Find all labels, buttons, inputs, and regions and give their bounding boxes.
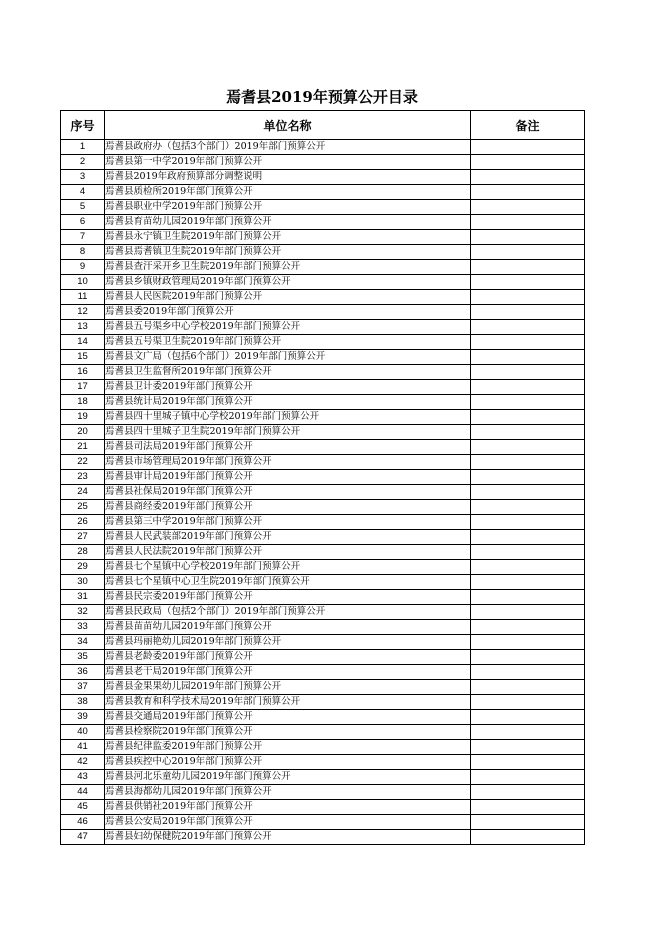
- row-unit-name: 焉耆县五号渠卫生院2019年部门预算公开: [105, 335, 471, 350]
- table-row: [61, 245, 585, 260]
- row-remark: [471, 380, 585, 395]
- row-unit-name: 焉耆县七个星镇中心学校2019年部门预算公开: [105, 560, 471, 575]
- row-number: 3: [61, 170, 105, 185]
- row-unit-name: 焉耆县交通局2019年部门预算公开: [105, 710, 471, 725]
- row-unit-name: 焉耆县市场管理局2019年部门预算公开: [105, 455, 471, 470]
- row-unit-name: 焉耆县政府办（包括3个部门）2019年部门预算公开: [105, 140, 471, 155]
- table-row: [61, 755, 585, 770]
- table-row: [61, 290, 585, 305]
- row-number: 35: [61, 650, 105, 665]
- row-unit-name: 焉耆县委2019年部门预算公开: [105, 305, 471, 320]
- table-row: [61, 425, 585, 440]
- row-remark: [471, 725, 585, 740]
- row-number: 29: [61, 560, 105, 575]
- table-row: [61, 320, 585, 335]
- table-row: [61, 185, 585, 200]
- row-remark: [471, 140, 585, 155]
- row-number: 31: [61, 590, 105, 605]
- row-unit-name: 焉耆县公安局2019年部门预算公开: [105, 815, 471, 830]
- row-number: 11: [61, 290, 105, 305]
- table-row: [61, 395, 585, 410]
- row-unit-name: 焉耆县司法局2019年部门预算公开: [105, 440, 471, 455]
- table-row: [61, 350, 585, 365]
- row-unit-name: 焉耆县检察院2019年部门预算公开: [105, 725, 471, 740]
- row-number: 22: [61, 455, 105, 470]
- row-unit-name: 焉耆县永宁镇卫生院2019年部门预算公开: [105, 230, 471, 245]
- row-remark: [471, 755, 585, 770]
- row-number: 41: [61, 740, 105, 755]
- row-number: 4: [61, 185, 105, 200]
- row-unit-name: 焉耆县民政局（包括2个部门）2019年部门预算公开: [105, 605, 471, 620]
- table-row: [61, 830, 585, 845]
- row-number: 21: [61, 440, 105, 455]
- table-row: [61, 365, 585, 380]
- row-number: 24: [61, 485, 105, 500]
- table-row: [61, 275, 585, 290]
- row-unit-name: 焉耆县第三中学2019年部门预算公开: [105, 515, 471, 530]
- row-unit-name: 焉耆县教育和科学技术局2019年部门预算公开: [105, 695, 471, 710]
- row-unit-name: 焉耆县育苗幼儿园2019年部门预算公开: [105, 215, 471, 230]
- table-row: [61, 635, 585, 650]
- row-remark: [471, 245, 585, 260]
- table-row: [61, 725, 585, 740]
- row-number: 17: [61, 380, 105, 395]
- row-remark: [471, 680, 585, 695]
- row-number: 14: [61, 335, 105, 350]
- table-row: [61, 260, 585, 275]
- row-remark: [471, 440, 585, 455]
- row-remark: [471, 575, 585, 590]
- row-unit-name: 焉耆县人民法院2019年部门预算公开: [105, 545, 471, 560]
- table-row: [61, 815, 585, 830]
- row-unit-name: 焉耆县人民医院2019年部门预算公开: [105, 290, 471, 305]
- row-unit-name: 焉耆县海都幼儿园2019年部门预算公开: [105, 785, 471, 800]
- row-remark: [471, 620, 585, 635]
- table-row: [61, 155, 585, 170]
- row-remark: [471, 395, 585, 410]
- row-number: 27: [61, 530, 105, 545]
- row-number: 32: [61, 605, 105, 620]
- row-remark: [471, 290, 585, 305]
- row-unit-name: 焉耆县四十里城子卫生院2019年部门预算公开: [105, 425, 471, 440]
- row-unit-name: 焉耆县审计局2019年部门预算公开: [105, 470, 471, 485]
- header-no: 序号: [61, 111, 105, 140]
- table-row: [61, 140, 585, 155]
- table-row: [61, 170, 585, 185]
- header-name: 单位名称: [105, 111, 471, 140]
- row-unit-name: 焉耆县妇幼保健院2019年部门预算公开: [105, 830, 471, 845]
- row-unit-name: 焉耆县疾控中心2019年部门预算公开: [105, 755, 471, 770]
- row-unit-name: 焉耆县文广局（包括6个部门）2019年部门预算公开: [105, 350, 471, 365]
- row-unit-name: 焉耆县2019年政府预算部分调整说明: [105, 170, 471, 185]
- row-remark: [471, 470, 585, 485]
- row-remark: [471, 815, 585, 830]
- row-number: 38: [61, 695, 105, 710]
- row-remark: [471, 785, 585, 800]
- row-unit-name: 焉耆县玛丽艳幼儿园2019年部门预算公开: [105, 635, 471, 650]
- table-row: [61, 470, 585, 485]
- table-row: [61, 740, 585, 755]
- row-number: 12: [61, 305, 105, 320]
- row-number: 2: [61, 155, 105, 170]
- row-remark: [471, 650, 585, 665]
- row-unit-name: 焉耆县乡镇财政管理局2019年部门预算公开: [105, 275, 471, 290]
- row-remark: [471, 260, 585, 275]
- row-number: 20: [61, 425, 105, 440]
- row-unit-name: 焉耆县老龄委2019年部门预算公开: [105, 650, 471, 665]
- row-remark: [471, 365, 585, 380]
- row-number: 23: [61, 470, 105, 485]
- row-number: 45: [61, 800, 105, 815]
- row-unit-name: 焉耆县五号渠乡中心学校2019年部门预算公开: [105, 320, 471, 335]
- row-number: 26: [61, 515, 105, 530]
- row-remark: [471, 230, 585, 245]
- table-row: [61, 440, 585, 455]
- row-remark: [471, 425, 585, 440]
- row-remark: [471, 305, 585, 320]
- row-unit-name: 焉耆县纪律监委2019年部门预算公开: [105, 740, 471, 755]
- row-number: 16: [61, 365, 105, 380]
- row-remark: [471, 740, 585, 755]
- row-number: 6: [61, 215, 105, 230]
- row-number: 47: [61, 830, 105, 845]
- table-row: [61, 650, 585, 665]
- row-remark: [471, 665, 585, 680]
- table-row: [61, 590, 585, 605]
- row-number: 5: [61, 200, 105, 215]
- row-number: 9: [61, 260, 105, 275]
- table-row: [61, 530, 585, 545]
- row-unit-name: 焉耆县焉耆镇卫生院2019年部门预算公开: [105, 245, 471, 260]
- row-remark: [471, 500, 585, 515]
- table-row: [61, 500, 585, 515]
- table-header-row: [61, 111, 585, 140]
- row-remark: [471, 605, 585, 620]
- row-number: 8: [61, 245, 105, 260]
- row-unit-name: 焉耆县七个星镇中心卫生院2019年部门预算公开: [105, 575, 471, 590]
- row-remark: [471, 170, 585, 185]
- row-remark: [471, 335, 585, 350]
- row-number: 18: [61, 395, 105, 410]
- directory-table: [60, 110, 585, 845]
- table-row: [61, 230, 585, 245]
- row-number: 19: [61, 410, 105, 425]
- row-remark: [471, 515, 585, 530]
- row-unit-name: 焉耆县商经委2019年部门预算公开: [105, 500, 471, 515]
- row-remark: [471, 320, 585, 335]
- row-unit-name: 焉耆县卫生监督所2019年部门预算公开: [105, 365, 471, 380]
- table-row: [61, 215, 585, 230]
- row-unit-name: 焉耆县第一中学2019年部门预算公开: [105, 155, 471, 170]
- table-row: [61, 680, 585, 695]
- row-remark: [471, 770, 585, 785]
- row-unit-name: 焉耆县供销社2019年部门预算公开: [105, 800, 471, 815]
- row-unit-name: 焉耆县卫计委2019年部门预算公开: [105, 380, 471, 395]
- row-remark: [471, 200, 585, 215]
- row-number: 34: [61, 635, 105, 650]
- row-number: 25: [61, 500, 105, 515]
- row-remark: [471, 455, 585, 470]
- row-number: 1: [61, 140, 105, 155]
- table-row: [61, 545, 585, 560]
- row-unit-name: 焉耆县职业中学2019年部门预算公开: [105, 200, 471, 215]
- table-row: [61, 410, 585, 425]
- row-unit-name: 焉耆县苗苗幼儿园2019年部门预算公开: [105, 620, 471, 635]
- row-number: 44: [61, 785, 105, 800]
- row-number: 33: [61, 620, 105, 635]
- table-row: [61, 515, 585, 530]
- row-unit-name: 焉耆县质检所2019年部门预算公开: [105, 185, 471, 200]
- table-row: [61, 455, 585, 470]
- row-number: 40: [61, 725, 105, 740]
- table-row: [61, 665, 585, 680]
- row-number: 10: [61, 275, 105, 290]
- row-number: 7: [61, 230, 105, 245]
- row-unit-name: 焉耆县统计局2019年部门预算公开: [105, 395, 471, 410]
- row-number: 42: [61, 755, 105, 770]
- table-row: [61, 695, 585, 710]
- row-unit-name: 焉耆县社保局2019年部门预算公开: [105, 485, 471, 500]
- table-row: [61, 305, 585, 320]
- table-row: [61, 485, 585, 500]
- row-unit-name: 焉耆县人民武装部2019年部门预算公开: [105, 530, 471, 545]
- row-remark: [471, 545, 585, 560]
- table-row: [61, 785, 585, 800]
- table-row: [61, 800, 585, 815]
- row-remark: [471, 830, 585, 845]
- row-remark: [471, 530, 585, 545]
- row-number: 15: [61, 350, 105, 365]
- table-body: [61, 140, 585, 845]
- row-remark: [471, 185, 585, 200]
- row-unit-name: 焉耆县河北乐童幼儿园2019年部门预算公开: [105, 770, 471, 785]
- row-number: 36: [61, 665, 105, 680]
- header-remark: 备注: [471, 111, 585, 140]
- table-row: [61, 335, 585, 350]
- row-unit-name: 焉耆县四十里城子镇中心学校2019年部门预算公开: [105, 410, 471, 425]
- row-number: 39: [61, 710, 105, 725]
- row-remark: [471, 485, 585, 500]
- row-number: 30: [61, 575, 105, 590]
- table-row: [61, 605, 585, 620]
- table-row: [61, 710, 585, 725]
- row-remark: [471, 155, 585, 170]
- row-remark: [471, 275, 585, 290]
- row-remark: [471, 560, 585, 575]
- row-remark: [471, 695, 585, 710]
- row-unit-name: 焉耆县查汗采开乡卫生院2019年部门预算公开: [105, 260, 471, 275]
- row-unit-name: 焉耆县民宗委2019年部门预算公开: [105, 590, 471, 605]
- row-unit-name: 焉耆县金果果幼儿园2019年部门预算公开: [105, 680, 471, 695]
- row-number: 37: [61, 680, 105, 695]
- row-number: 43: [61, 770, 105, 785]
- row-remark: [471, 635, 585, 650]
- row-remark: [471, 350, 585, 365]
- row-unit-name: 焉耆县老干局2019年部门预算公开: [105, 665, 471, 680]
- table-row: [61, 575, 585, 590]
- row-remark: [471, 710, 585, 725]
- row-number: 13: [61, 320, 105, 335]
- table-row: [61, 380, 585, 395]
- page-title: 焉耆县2019年预算公开目录: [226, 88, 418, 106]
- table-row: [61, 620, 585, 635]
- row-number: 28: [61, 545, 105, 560]
- table-row: [61, 770, 585, 785]
- row-number: 46: [61, 815, 105, 830]
- row-remark: [471, 590, 585, 605]
- row-remark: [471, 410, 585, 425]
- table-row: [61, 560, 585, 575]
- row-remark: [471, 215, 585, 230]
- row-remark: [471, 800, 585, 815]
- table-row: [61, 200, 585, 215]
